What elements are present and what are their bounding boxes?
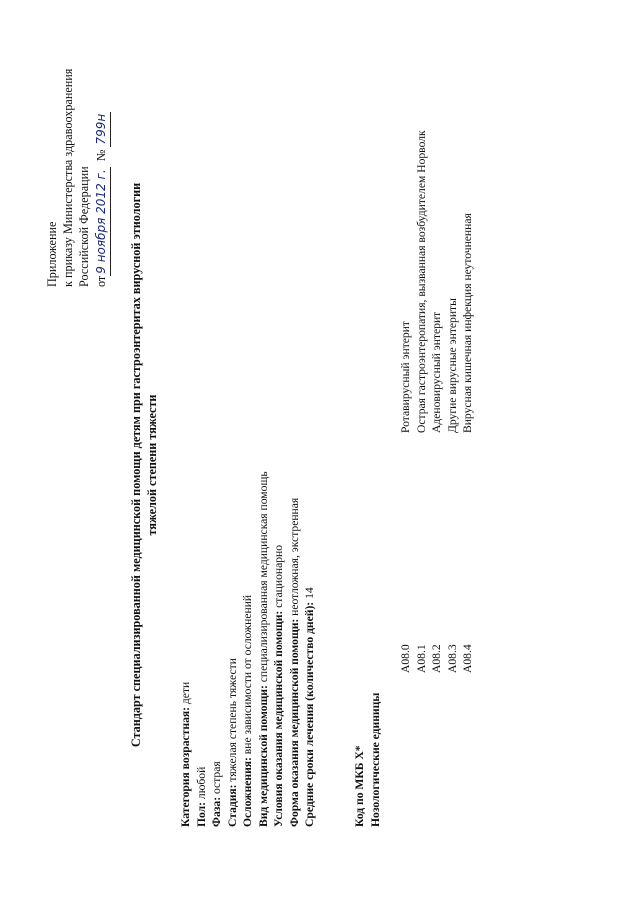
appendix-line-3: Российской Федерации xyxy=(77,166,92,287)
mkb-subheading: Нозологические единицы xyxy=(368,692,382,827)
mkb-name: Ротавирусный энтерит xyxy=(399,321,412,433)
property-care-conditions: Условия оказания медицинской помощи: стационарно xyxy=(272,544,286,827)
mkb-code: A08.3 xyxy=(445,644,459,673)
page-title xyxy=(128,85,160,845)
appendix-block xyxy=(44,69,111,287)
mkb-code: A08.2 xyxy=(430,644,443,673)
property-sex: Пол: любой xyxy=(194,766,208,827)
mkb-name: Острая гастроэнтеропатия, вызванная возбудителем Норволк xyxy=(414,130,428,433)
mkb-code: A08.1 xyxy=(414,644,428,673)
mkb-heading-block xyxy=(352,693,383,827)
mkb-name: Вирусная кишечная инфекция неуточненная xyxy=(461,213,474,433)
mkb-code: A08.4 xyxy=(461,644,474,673)
property-treatment-duration: Средние сроки лечения (количество дней): 14 xyxy=(303,587,317,827)
standard-properties xyxy=(178,471,318,827)
property-care-type: Вид медицинской помощи: специализированная медицинская помощь xyxy=(256,471,270,827)
property-care-form: Форма оказания медицинской помощи: неотложная, экстренная xyxy=(287,497,301,827)
title-line-1: Стандарт специализированной медицинской помощи детям при гастроэнтеритах вирусной этиологии xyxy=(129,182,143,748)
date-prefix: от xyxy=(93,275,108,287)
property-phase: Фаза: острая xyxy=(210,761,224,827)
title-line-2: тяжелой степени тяжести xyxy=(145,394,160,536)
property-age-category: Категория возрастная: дети xyxy=(179,681,192,827)
appendix-line-1: Приложение xyxy=(45,221,59,287)
appendix-date-line xyxy=(93,69,111,287)
property-complications: Осложнения: вне зависимости от осложнений xyxy=(241,594,255,827)
handwritten-date: 9 ноября 2012 г. xyxy=(94,167,111,275)
property-stage: Стадия: тяжелая степень тяжести xyxy=(225,658,239,827)
appendix-line-2: к приказу Министерства здравоохранения xyxy=(61,68,76,287)
mkb-heading: Код по МКБ X* xyxy=(353,745,366,827)
mkb-name: Аденовирусный энтерит xyxy=(430,311,443,433)
handwritten-number: 799н xyxy=(94,112,111,147)
mkb-code: A08.0 xyxy=(399,644,412,673)
number-prefix: № xyxy=(93,149,108,162)
mkb-name: Другие вирусные энтериты xyxy=(445,298,459,433)
